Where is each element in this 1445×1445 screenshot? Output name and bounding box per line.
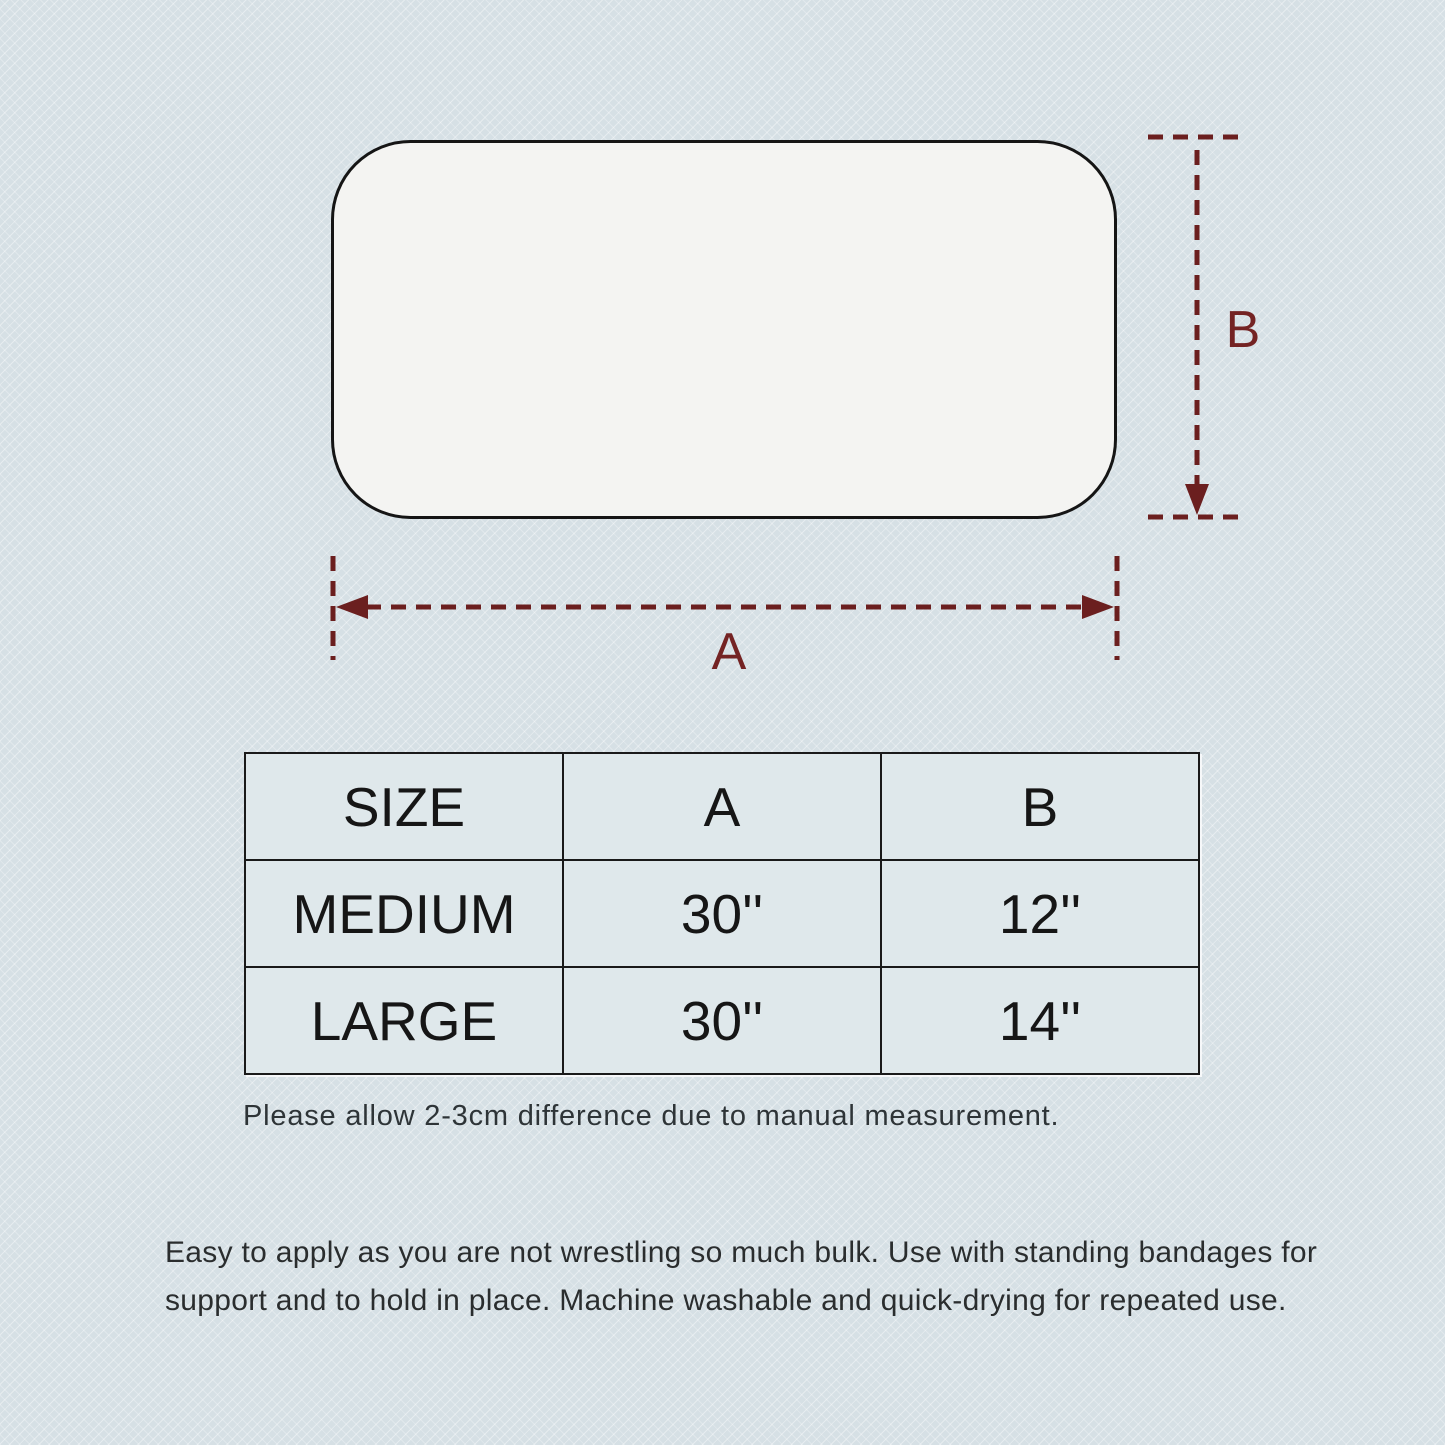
size-table-header-b: B: [881, 753, 1199, 860]
dimension-diagram: [0, 0, 1445, 720]
size-table-cell-a: 30'': [563, 967, 881, 1074]
size-table-cell-size: LARGE: [245, 967, 563, 1074]
size-table-row-medium: [245, 860, 1199, 967]
dimension-a-arrowhead-left-icon: [336, 595, 368, 619]
dimension-b-arrowhead-down-icon: [1185, 484, 1209, 515]
size-table-header-row: [245, 753, 1199, 860]
product-pad-shape: [333, 142, 1116, 518]
measurement-note: Please allow 2-3cm difference due to manual measurement.: [243, 1100, 1060, 1132]
dimension-a-arrowhead-right-icon: [1082, 595, 1114, 619]
product-description: Easy to apply as you are not wrestling so much bulk. Use with standing bandages for support and to hold in place. Machine washable and quick-drying for repeated use.: [165, 1236, 1318, 1317]
size-table-cell-size: MEDIUM: [245, 860, 563, 967]
size-table-header-a: A: [563, 753, 881, 860]
size-table: [244, 752, 1200, 1075]
size-table-cell-b: 12'': [881, 860, 1199, 967]
size-table-row-large: [245, 967, 1199, 1074]
dimension-b-label: B: [1225, 301, 1261, 359]
size-table-header-size: SIZE: [245, 753, 563, 860]
size-table-cell-b: 14'': [881, 967, 1199, 1074]
dimension-a-label: A: [711, 623, 747, 681]
size-table-cell-a: 30'': [563, 860, 881, 967]
